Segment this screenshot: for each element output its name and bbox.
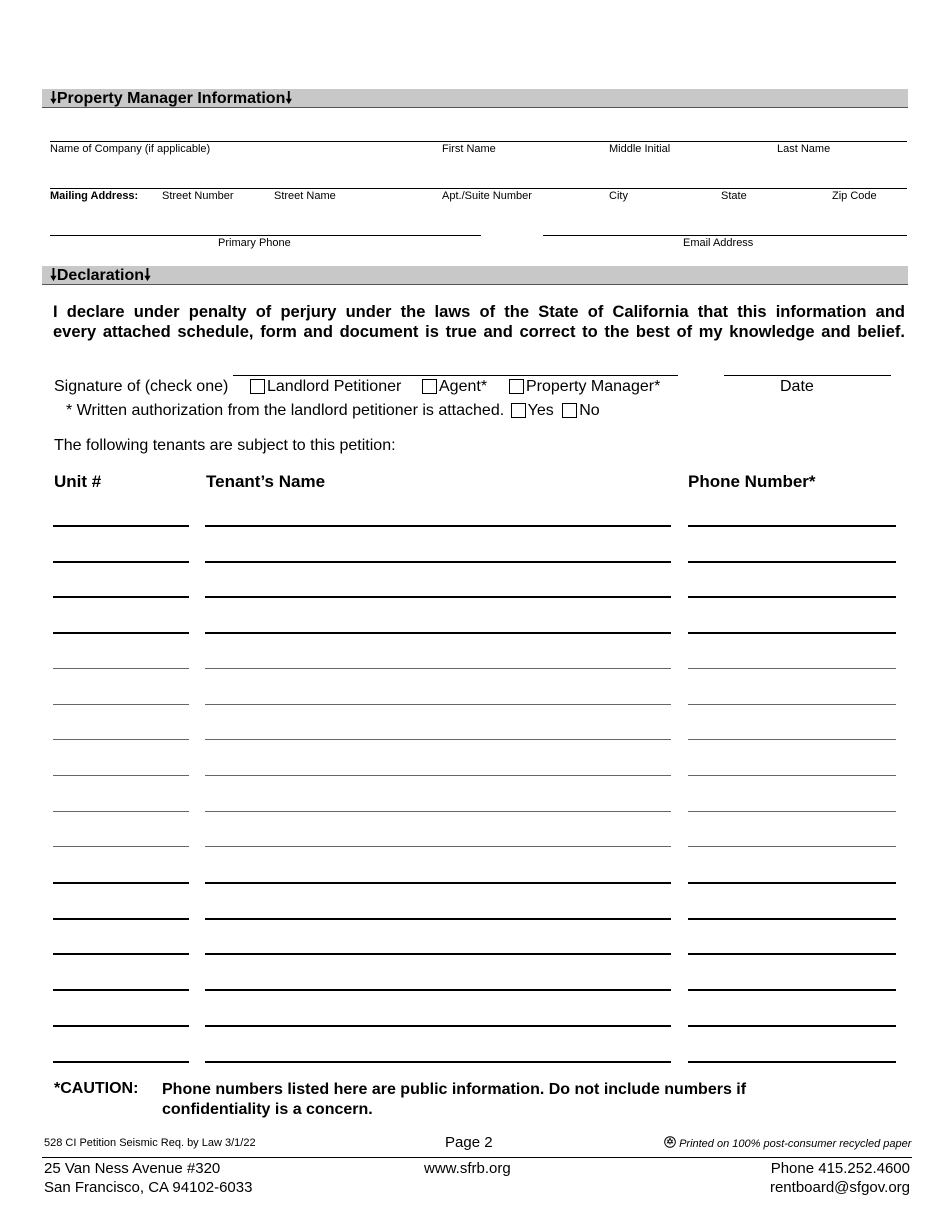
phone-blank[interactable] [688,596,896,598]
pm-address-line[interactable] [50,188,907,189]
address-line-1: 25 Van Ness Avenue #320 [44,1160,221,1177]
phone-blank[interactable] [688,775,896,776]
unit-blank[interactable] [53,989,189,991]
auth-yes-label: Yes [527,402,554,419]
email-link[interactable]: rentboard@sfgov.org [769,1179,910,1196]
tenant-name-blank[interactable] [205,525,671,527]
tenant-name-blank[interactable] [205,1025,671,1027]
declaration-line-1: I declare under penalty of perjury under the laws of the State of California that this information and [53,303,905,321]
page-number: Page 2 [445,1134,493,1151]
tenants-intro: The following tenants are subject to this petition: [54,437,396,454]
section-header-declaration: 🠗Declaration🠗 [42,266,908,285]
tenant-name-blank[interactable] [205,632,671,634]
tenant-name-blank[interactable] [205,668,671,669]
primary-phone-label: Primary Phone [218,237,291,249]
caution-text: Phone numbers listed here are public information. Do not include numbers if confidentiality is a concern. [162,1081,747,1118]
written-authorization-text: * Written authorization from the landlord petitioner is attached. [66,402,505,419]
pm-name-line[interactable] [50,141,907,142]
auth-no-label: No [579,402,600,419]
section-header-property-manager: 🠗Property Manager Information🠗 [42,89,908,108]
middle-initial-label: Middle Initial [609,143,671,155]
tenant-name-blank[interactable] [205,739,671,740]
auth-yes-checkbox[interactable] [511,403,526,418]
tenant-name-blank[interactable] [205,989,671,991]
signature-prefix: Signature of (check one) [54,378,229,395]
phone-blank[interactable] [688,561,896,563]
tenant-name-blank[interactable] [205,846,671,847]
date-label: Date [780,378,814,395]
tenant-name-blank[interactable] [205,953,671,955]
phone-blank[interactable] [688,846,896,847]
email-label: Email Address [683,237,754,249]
tenant-name-blank[interactable] [205,1061,671,1063]
state-label: State [721,190,747,202]
recycle-icon [664,1136,676,1148]
unit-blank[interactable] [53,918,189,920]
unit-blank[interactable] [53,561,189,563]
phone-number: Phone 415.252.4600 [770,1160,910,1177]
phone-column-header: Phone Number* [688,472,816,491]
unit-blank[interactable] [53,739,189,740]
unit-blank[interactable] [53,1025,189,1027]
tenant-name-blank[interactable] [205,704,671,705]
unit-blank[interactable] [53,632,189,634]
phone-blank[interactable] [688,525,896,527]
mailing-address-label: Mailing Address: [50,190,139,202]
phone-blank[interactable] [688,811,896,812]
phone-blank[interactable] [688,668,896,669]
phone-blank[interactable] [688,704,896,705]
phone-blank[interactable] [688,918,896,920]
unit-blank[interactable] [53,1061,189,1063]
unit-blank[interactable] [53,846,189,847]
email-line[interactable] [543,235,907,236]
unit-blank[interactable] [53,775,189,776]
landlord-petitioner-checkbox[interactable] [250,379,265,394]
recycled-text: Printed on 100% post-consumer recycled paper [679,1138,912,1150]
phone-blank[interactable] [688,953,896,955]
tenant-name-blank[interactable] [205,882,671,884]
tenant-name-blank[interactable] [205,811,671,812]
unit-blank[interactable] [53,668,189,669]
declaration-line-2: every attached schedule, form and document is true and correct to the best of my knowledge and belief. [53,323,905,341]
written-authorization [66,402,600,420]
primary-phone-line[interactable] [50,235,481,236]
unit-blank[interactable] [53,882,189,884]
tenant-name-blank[interactable] [205,561,671,563]
property-manager-label: Property Manager* [526,378,661,395]
landlord-petitioner-label: Landlord Petitioner [267,378,402,395]
caution-label: *CAUTION: [54,1080,139,1097]
property-manager-checkbox[interactable] [509,379,524,394]
form-id: 528 CI Petition Seismic Req. by Law 3/1/22 [44,1137,256,1149]
agent-label: Agent* [439,378,488,395]
date-line[interactable] [724,375,891,376]
tenant-name-column-header: Tenant’s Name [206,472,326,491]
company-label: Name of Company (if applicable) [50,143,211,155]
apt-suite-label: Apt./Suite Number [442,190,532,202]
phone-blank[interactable] [688,632,896,634]
street-name-label: Street Name [274,190,336,202]
unit-blank[interactable] [53,811,189,812]
option-property-manager[interactable] [509,378,660,396]
phone-blank[interactable] [688,882,896,884]
unit-blank[interactable] [53,525,189,527]
phone-blank[interactable] [688,739,896,740]
street-number-label: Street Number [162,190,234,202]
zip-label: Zip Code [832,190,877,202]
phone-blank[interactable] [688,989,896,991]
tenant-name-blank[interactable] [205,775,671,776]
option-landlord-petitioner[interactable] [250,378,401,396]
city-label: City [609,190,628,202]
phone-blank[interactable] [688,1025,896,1027]
first-name-label: First Name [442,143,496,155]
unit-column-header: Unit # [54,472,102,491]
tenant-name-blank[interactable] [205,596,671,598]
option-agent[interactable] [422,378,487,396]
unit-blank[interactable] [53,953,189,955]
address-line-2: San Francisco, CA 94102-6033 [44,1179,253,1196]
last-name-label: Last Name [777,143,831,155]
auth-no-checkbox[interactable] [562,403,577,418]
footer-divider [42,1157,912,1158]
phone-blank[interactable] [688,1061,896,1063]
unit-blank[interactable] [53,596,189,598]
recycled-note [664,1136,911,1150]
website-link[interactable]: www.sfrb.org [424,1160,511,1177]
tenant-name-blank[interactable] [205,918,671,920]
unit-blank[interactable] [53,704,189,705]
signature-line[interactable] [233,375,678,376]
agent-checkbox[interactable] [422,379,437,394]
